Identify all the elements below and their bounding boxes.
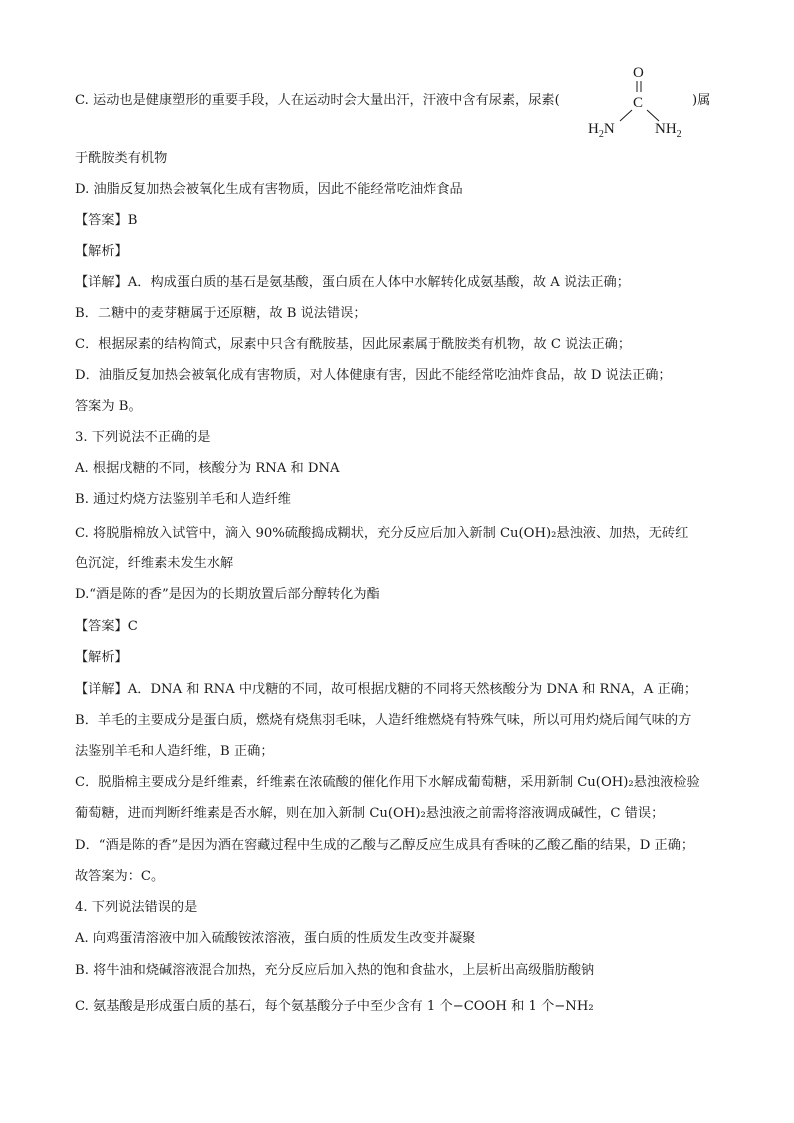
text-line (75, 774, 754, 792)
text-line (75, 586, 754, 604)
text-line (75, 837, 754, 855)
text-line (75, 681, 754, 699)
urea-carbon: C (633, 95, 644, 111)
text-line-content: 【详解】A．DNA 和 RNA 中戊糖的不同，故可根据戊糖的不同将天然核酸分为 DNA 和 RNA，A 正确； (75, 682, 698, 697)
text-line-content: 于酰胺类有机物 (75, 151, 168, 166)
text-line-content: 故答案为：C。 (75, 869, 165, 884)
text-line-content: C. 运动也是健康塑形的重要手段，人在运动时会大量出汗，汗液中含有尿素，尿素( (75, 93, 560, 108)
text-line (75, 336, 754, 354)
text-line (75, 649, 754, 667)
text-line (75, 398, 754, 416)
text-line (75, 150, 754, 168)
text-line (75, 930, 754, 948)
text-line-content: 3. 下列说法不正确的是 (75, 430, 211, 445)
text-line-content: 【详解】A．构成蛋白质的基石是氨基酸，蛋白质在人体中水解转化成氨基酸，故 A 说法正确； (75, 275, 630, 290)
text-line (75, 212, 754, 230)
text-line (75, 429, 754, 447)
text-line-content: 【答案】B (75, 213, 138, 228)
text-line-content: 4. 下列说法错误的是 (75, 900, 198, 915)
bond-left (620, 110, 632, 121)
text-line-content: 葡萄糖，进而判断纤维素是否水解，则在加入新制 Cu(OH)₂悬浊液之前需将溶液调成碱性，C 错误； (75, 806, 665, 821)
urea-right-amine: $NH_2$ (655, 121, 682, 140)
text-line-content: D．油脂反复加热会被氧化成有害物质，对人体健康有害，因此不能经常吃油炸食品，故 D 说法正确； (75, 368, 672, 383)
text-line (75, 998, 754, 1016)
text-line (75, 962, 754, 980)
text-line-content: C. 将脱脂棉放入试管中，滴入 90%硫酸捣成糊状，充分反应后加入新制 Cu(OH)₂悬浊液、加热，无砖红 (75, 526, 689, 541)
text-line-content: B. 将牛油和烧碱溶液混合加热，充分反应后加入热的饱和食盐水，上层析出高级脂肪酸钠 (75, 963, 595, 978)
urea-left-amine: $H_2N$ (588, 121, 615, 140)
text-line-content: 色沉淀，纤维素未发生水解 (75, 556, 234, 571)
text-line-content: 【解析】 (75, 650, 128, 665)
text-line (75, 367, 754, 385)
text-line-content: D.“酒是陈的香”是因为的长期放置后部分醇转化为酯 (75, 587, 380, 602)
text-line-content: 答案为 B。 (75, 399, 142, 414)
text-line-content: 法鉴别羊毛和人造纤维，B 正确； (75, 744, 274, 759)
text-line (75, 491, 754, 509)
text-line-content: A. 根据戊糖的不同，核酸分为 RNA 和 DNA (75, 461, 340, 476)
text-line (75, 274, 754, 292)
text-line (75, 899, 754, 917)
text-line-content: D．“酒是陈的香”是因为酒在窖藏过程中生成的乙酸与乙醇反应生成具有香味的乙酸乙酯的结果，D 正确； (75, 838, 695, 853)
text-line-content: A. 向鸡蛋清溶液中加入硫酸铵浓溶液，蛋白质的性质发生改变并凝聚 (75, 931, 476, 946)
text-line (75, 460, 754, 478)
text-line (75, 618, 754, 636)
text-line (75, 805, 754, 823)
text-line-content: D. 油脂反复加热会被氧化生成有害物质，因此不能经常吃油炸食品 (75, 182, 463, 197)
urea-structure-diagram (583, 62, 693, 140)
text-line (75, 743, 754, 761)
text-line-content: B．羊毛的主要成分是蛋白质，燃烧有烧焦羽毛味，人造纤维燃烧有特殊气味，所以可用灼烧后闻气味的方 (75, 713, 692, 728)
text-line-content: 【解析】 (75, 244, 128, 259)
text-line-content: C．脱脂棉主要成分是纤维素，纤维素在浓硫酸的催化作用下水解成葡萄糖，采用新制 Cu(OH)₂悬浊液检验 (75, 775, 700, 790)
text-line (75, 243, 754, 261)
text-line-content: 【答案】C (75, 619, 138, 634)
text-line-content: C．根据尿素的结构简式，尿素中只含有酰胺基，因此尿素属于酰胺类有机物，故 C 说法正确； (75, 337, 632, 352)
text-line-content: B．二糖中的麦芽糖属于还原糖，故 B 说法错误； (75, 306, 367, 321)
text-line (75, 305, 754, 323)
text-line (75, 525, 754, 543)
text-line (75, 868, 754, 886)
text-line (75, 181, 754, 199)
text-line (75, 555, 754, 573)
text-line-tail: )属 (692, 93, 711, 108)
text-line (75, 712, 754, 730)
text-line-content: C. 氨基酸是形成蛋白质的基石，每个氨基酸分子中至少含有 1 个−COOH 和 1 个−NH₂ (75, 999, 594, 1014)
bond-right (647, 110, 659, 121)
urea-oxygen: O (633, 65, 644, 81)
text-line-content: B. 通过灼烧方法鉴别羊毛和人造纤维 (75, 492, 291, 507)
